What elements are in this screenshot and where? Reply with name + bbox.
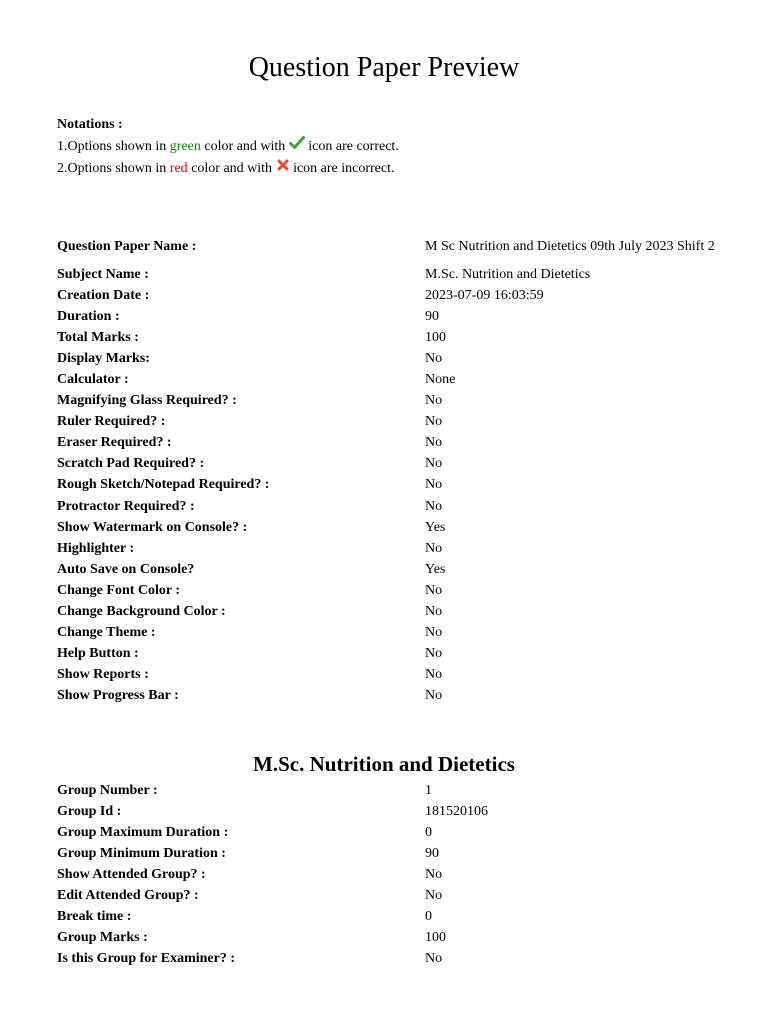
section-title: M.Sc. Nutrition and Dietetics <box>253 752 515 776</box>
check-icon <box>289 136 305 158</box>
detail-value: Yes <box>425 519 446 535</box>
detail-value: 90 <box>425 308 439 324</box>
detail-row <box>57 306 715 327</box>
detail-row <box>57 264 715 285</box>
detail-value: 2023-07-09 16:03:59 <box>425 287 544 303</box>
detail-label: Is this Group for Examiner? : <box>57 951 235 967</box>
detail-value: No <box>425 688 443 704</box>
detail-label: Change Theme : <box>57 625 156 641</box>
detail-label: Creation Date : <box>57 287 150 303</box>
detail-row <box>57 623 715 644</box>
notation-text: color and with <box>187 161 276 177</box>
green-word: green <box>169 139 201 155</box>
detail-row <box>57 665 715 686</box>
paper-details-table <box>57 230 715 707</box>
detail-label: Show Attended Group? : <box>57 866 206 882</box>
detail-row <box>57 348 715 369</box>
detail-value: No <box>425 456 443 472</box>
detail-value: 100 <box>425 329 446 345</box>
detail-label: Change Font Color : <box>57 582 181 598</box>
detail-label: Show Watermark on Console? : <box>57 519 248 535</box>
detail-row <box>57 928 715 949</box>
detail-value: No <box>425 350 443 366</box>
detail-row <box>57 475 715 496</box>
detail-label: Help Button : <box>57 646 139 662</box>
detail-row <box>57 517 715 538</box>
detail-label: Group Marks : <box>57 930 148 946</box>
detail-row <box>57 327 715 348</box>
detail-label: Subject Name : <box>57 266 149 282</box>
detail-value: M Sc Nutrition and Dietetics 09th July 2023 Shift 2 <box>425 239 715 254</box>
detail-label: Magnifying Glass Required? : <box>57 393 237 409</box>
detail-row <box>57 602 715 623</box>
detail-row <box>57 230 715 264</box>
detail-row <box>57 285 715 306</box>
detail-value: No <box>425 498 443 514</box>
detail-row <box>57 433 715 454</box>
group-details-table <box>57 780 715 970</box>
notations-heading: Notations : <box>57 117 123 132</box>
detail-label: Change Background Color : <box>57 604 226 620</box>
detail-row <box>57 780 715 801</box>
detail-label: Highlighter : <box>57 540 135 556</box>
detail-label: Rough Sketch/Notepad Required? : <box>57 477 270 493</box>
detail-value: No <box>425 540 443 556</box>
detail-label: Group Minimum Duration : <box>57 845 226 861</box>
cross-icon <box>276 158 290 180</box>
detail-row <box>57 412 715 433</box>
detail-row <box>57 580 715 601</box>
detail-row <box>57 686 715 707</box>
detail-row <box>57 822 715 843</box>
detail-value: No <box>425 866 443 882</box>
detail-value: 100 <box>425 930 446 946</box>
detail-value: No <box>425 625 443 641</box>
detail-label: Group Number : <box>57 782 158 798</box>
detail-row <box>57 949 715 970</box>
detail-row <box>57 885 715 906</box>
detail-label: Total Marks : <box>57 329 139 345</box>
detail-label: Group Maximum Duration : <box>57 824 229 840</box>
detail-value: No <box>425 393 443 409</box>
notation-correct <box>57 136 399 158</box>
red-word: red <box>169 161 188 177</box>
detail-value: No <box>425 604 443 620</box>
notation-text: icon are incorrect. <box>289 161 395 177</box>
detail-label: Question Paper Name : <box>57 239 197 254</box>
detail-label: Show Reports : <box>57 667 149 683</box>
detail-value: No <box>425 667 443 683</box>
detail-label: Ruler Required? : <box>57 414 166 430</box>
notation-incorrect <box>57 158 399 180</box>
notation-text: 1.Options shown in <box>57 139 170 155</box>
notations <box>57 114 399 180</box>
detail-label: Show Progress Bar : <box>57 688 179 704</box>
detail-row <box>57 864 715 885</box>
detail-row <box>57 369 715 390</box>
detail-row <box>57 907 715 928</box>
detail-row <box>57 801 715 822</box>
page-title: Question Paper Preview <box>248 52 520 83</box>
detail-label: Calculator : <box>57 372 129 388</box>
detail-value: No <box>425 414 443 430</box>
detail-value: 0 <box>425 909 432 925</box>
detail-value: 0 <box>425 824 432 840</box>
detail-value: None <box>425 372 456 388</box>
detail-label: Scratch Pad Required? : <box>57 456 205 472</box>
detail-value: No <box>425 888 443 904</box>
detail-value: Yes <box>425 561 446 577</box>
detail-label: Break time : <box>57 909 132 925</box>
detail-row <box>57 644 715 665</box>
detail-value: 90 <box>425 845 439 861</box>
detail-label: Group Id : <box>57 803 122 819</box>
detail-value: No <box>425 951 443 967</box>
detail-label: Duration : <box>57 308 120 324</box>
detail-label: Protractor Required? : <box>57 498 195 514</box>
detail-value: No <box>425 582 443 598</box>
detail-label: Eraser Required? : <box>57 435 172 451</box>
detail-row <box>57 496 715 517</box>
detail-value: 181520106 <box>425 803 488 819</box>
detail-row <box>57 843 715 864</box>
detail-value: M.Sc. Nutrition and Dietetics <box>425 266 591 282</box>
detail-value: 1 <box>425 782 432 798</box>
detail-row <box>57 559 715 580</box>
detail-value: No <box>425 646 443 662</box>
detail-label: Display Marks: <box>57 350 150 366</box>
notation-text: color and with <box>200 139 289 155</box>
notation-text: icon are correct. <box>304 139 399 155</box>
detail-label: Edit Attended Group? : <box>57 888 199 904</box>
detail-row <box>57 454 715 475</box>
detail-row <box>57 391 715 412</box>
detail-label: Auto Save on Console? <box>57 561 195 577</box>
detail-value: No <box>425 435 443 451</box>
detail-row <box>57 538 715 559</box>
notation-text: 2.Options shown in <box>57 161 170 177</box>
detail-value: No <box>425 477 443 493</box>
